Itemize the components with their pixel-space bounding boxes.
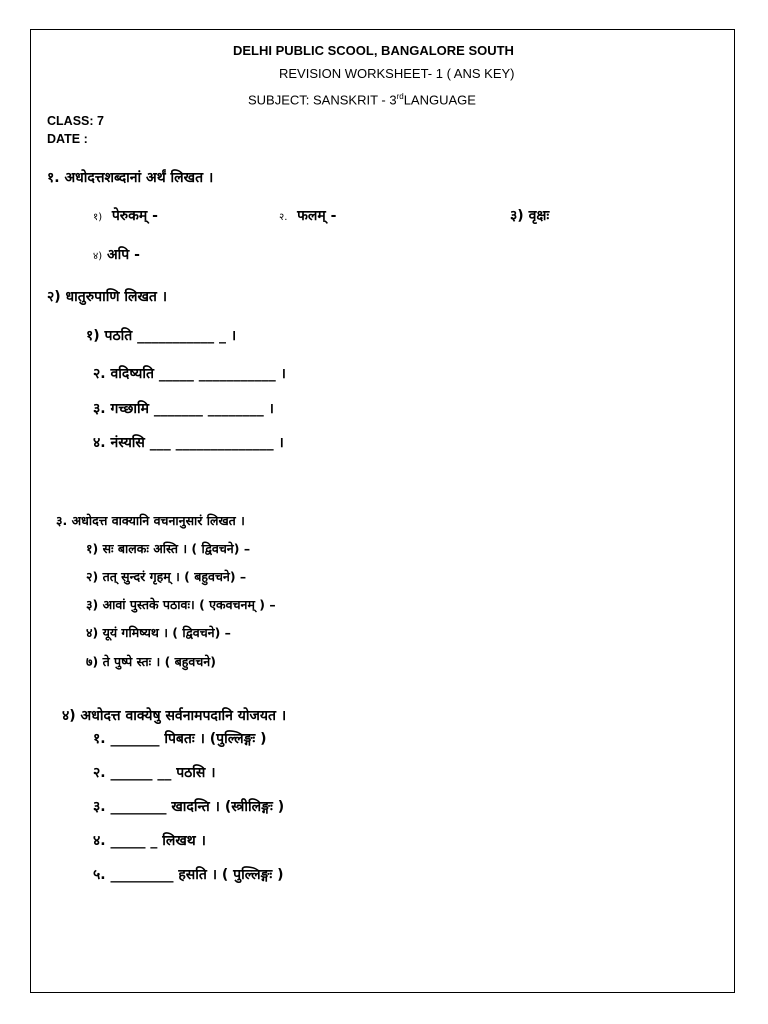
q1-item-3-text: वृक्षः xyxy=(528,208,550,224)
q3-item-3: ३) आवां पुस्तके पठावः। ( एकवचनम् ) – xyxy=(86,597,276,612)
subject-prefix: SUBJECT: SANSKRIT - 3 xyxy=(248,92,397,108)
q1-item-1-num: १) xyxy=(93,212,103,223)
date-label: DATE : xyxy=(47,132,88,146)
q1-item-2 xyxy=(279,206,336,225)
q4-item-3: ३. ________ खादन्ति । (स्त्रीलिङ्गः ) xyxy=(93,799,285,815)
q2-item-4: ४. नंस्यसि ___ ______________ । xyxy=(93,435,284,451)
school-name: DELHI PUBLIC SCOOL, BANGALORE SOUTH xyxy=(233,43,514,58)
q1-item-1 xyxy=(93,206,158,225)
worksheet-title: REVISION WORKSHEET- 1 ( ANS KEY) xyxy=(279,66,515,81)
q1-item-4 xyxy=(93,245,140,264)
q1-item-3 xyxy=(510,206,549,225)
q4-title: ४) अधोदत्त वाक्येषु सर्वनामपदानि योजयत । xyxy=(62,708,287,724)
subject-sup: rd xyxy=(396,92,404,101)
q3-item-4: ४) यूयं गमिष्यथ । ( द्विवचने) – xyxy=(86,625,231,640)
q3-title: ३. अधोदत्त वाक्यानि वचनानुसारं लिखत । xyxy=(56,513,245,528)
q1-item-3-num: ३) xyxy=(510,208,524,224)
q1-title: १. अधोदत्तशब्दानां अर्थं लिखत । xyxy=(47,170,214,186)
q2-item-3: ३. गच्छामि _______ ________ । xyxy=(93,401,274,417)
q4-item-4: ४. _____ _ लिखथ । xyxy=(93,833,206,849)
q3-item-2: २) तत् सुन्दरं गृहम् । ( बहुवचने) – xyxy=(86,569,247,584)
class-label: CLASS: 7 xyxy=(47,114,104,128)
subject-line xyxy=(248,92,476,107)
q1-item-4-num: ४) xyxy=(93,251,103,262)
q3-item-5: ७) ते पुष्पे स्तः । ( बहुवचने) xyxy=(86,654,216,669)
q2-item-2: २. वदिष्यति _____ ___________ । xyxy=(93,366,286,382)
q1-item-2-text: फलम् - xyxy=(297,208,337,224)
q2-title: २) धातुरुपाणि लिखत । xyxy=(47,289,168,305)
q2-item-1: १) पठति ___________ _ । xyxy=(86,328,237,344)
q4-item-5: ५. _________ हसति । ( पुल्लिङ्गः ) xyxy=(93,867,284,883)
q1-item-2-num: २. xyxy=(279,212,288,223)
q1-item-4-text: अपि - xyxy=(106,247,140,263)
q4-item-2: २. ______ __ पठसि । xyxy=(93,765,216,781)
q3-item-1: १) सः बालकः अस्ति । ( द्विवचने) – xyxy=(86,541,251,556)
q4-item-1: १. _______ पिबतः । (पुल्लिङ्गः ) xyxy=(93,731,267,747)
q1-item-1-text: पेरुकम् - xyxy=(111,208,158,224)
subject-suffix: LANGUAGE xyxy=(403,92,476,108)
